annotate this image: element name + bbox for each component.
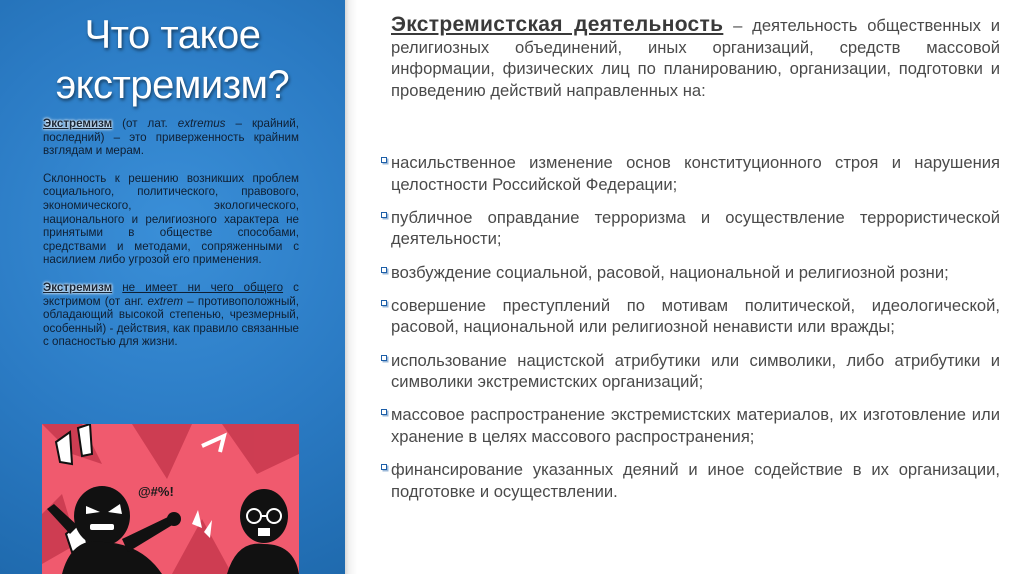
extremist-activity-definition: Экстремистская деятельность – деятельность общественных и религиозных объединений, иных организаций, средств массовой информации, физических лиц по планированию, организации, подготовки и проведению действий направленных на:	[391, 13, 1000, 100]
keyword-extremism-2: Экстремизм	[43, 280, 113, 294]
activity-list	[381, 152, 1000, 514]
list-item: возбуждение социальной, расовой, национальной и религиозной розни;	[381, 262, 1000, 284]
conflict-illustration-svg	[42, 424, 299, 574]
left-panel	[0, 0, 345, 574]
list-item: использование нацистской атрибутики или символики, либо атрибутики и символики экстремистских организаций;	[381, 350, 1000, 393]
slide-title	[20, 10, 325, 110]
definition-paragraph-3: Экстремизм не имеет ни чего общего с экстримом (от анг. extrem – противоположный, обладающий высокой степенью, чрезмерный, особенный) - действия, как правило связанные с опасностью для жизни.	[43, 280, 299, 349]
keyword-extremism: Экстремизм	[43, 117, 113, 130]
bullet-square-icon	[381, 267, 387, 273]
list-item: публичное оправдание терроризма и осуществление террористической деятельности;	[381, 207, 1000, 250]
definition-text	[43, 117, 299, 363]
definition-paragraph-2: Склонность к решению возникших проблем социального, политического, правового, экономического, экологического, национального и религиозного характера не принятыми в обществе способами, средствами и методами, сопряженными с насилием либо угрозой его применения.	[43, 171, 299, 267]
curse-symbols: @#%!	[138, 484, 174, 499]
list-item: совершение преступлений по мотивам политической, идеологической, расовой, национальной или религиозной ненависти или вражды;	[381, 295, 1000, 338]
bullet-square-icon	[381, 157, 387, 163]
bullet-square-icon	[381, 464, 387, 470]
conflict-illustration	[42, 424, 299, 574]
bullet-square-icon	[381, 300, 387, 306]
panel-divider	[345, 0, 357, 574]
bullet-square-icon	[381, 355, 387, 361]
definition-paragraph-1: Экстремизм (от лат. extremus – крайний, последний) – это приверженность крайним взглядам и мерам.	[43, 117, 299, 158]
title-line-2: экстремизм?	[55, 63, 290, 107]
list-item: массовое распространение экстремистских материалов, их изготовление или хранение в целях массового распространения;	[381, 404, 1000, 447]
extremist-activity-section	[391, 13, 1000, 501]
bullet-square-icon	[381, 212, 387, 218]
list-item: насильственное изменение основ конституционного строя и нарушения целостности Российской Федерации;	[381, 152, 1000, 195]
keyword-extremist-activity: Экстремистская деятельность	[391, 13, 724, 36]
title-line-1: Что такое	[84, 13, 261, 57]
bullet-square-icon	[381, 409, 387, 415]
list-item: финансирование указанных деяний и иное содействие в их организации, подготовке и осуществлении.	[381, 459, 1000, 502]
